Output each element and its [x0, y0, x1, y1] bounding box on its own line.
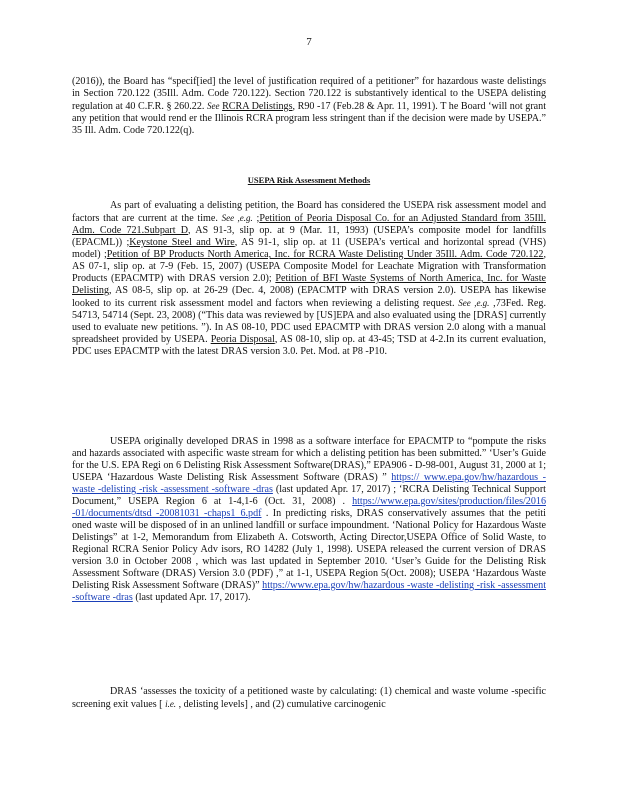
abbrev-ie: i.e.: [165, 699, 177, 709]
case-cite-bp-products: Petition of BP Products North America, Inc. for RCRA Waste Delisting Under 35Ill. Adm. Code 720.122: [106, 249, 544, 260]
case-cite-peoria-disposal: Petition of Peoria Disposal Co. for an Adjusted Standard from 35Ill. Adm. Code 721.Subpart D: [72, 213, 547, 236]
text: , AS 07-1, slip op. at 7-9 (Feb. 15, 2007) (USEPA Composite Model for Leachate Migration with Transformation Products (EPACMTP) with DRAS version 2.0);: [72, 249, 547, 284]
epa-dras-link-2[interactable]: https://www.epa.gov/hw/hazardous -waste -delisting -risk -assessment -software -dras: [72, 580, 546, 603]
text: , AS 08-10, slip op. at 43-45; TSD at 4-2.In its current evaluation, PDC uses EPACMTP with the latest DRAS version 3.0. Pet. Mod. at P8 -P10.: [72, 334, 547, 357]
text: , AS 91-3, slip op. at 9 (Mar. 11, 1993) (USEPA’s composite model for landfills (EPACML)) ;: [72, 225, 546, 248]
heading-text: USEPA Risk Assessment Methods: [247, 175, 371, 185]
signal-see: See: [206, 101, 220, 111]
epa-dras-link[interactable]: https:// www.epa.gov/hw/hazardous -waste -delisting -risk -assessment -software -dras: [72, 472, 546, 495]
signal-see-eg: See ,e.g.: [458, 298, 490, 308]
paragraph-dras-toxicity: [72, 686, 546, 711]
text: , R90 -17 (Feb.28 & Apr. 11, 1991). T he Board ‘will not grant any petition that would rend er the Illinois RCRA program less stringent than if the decision were made by USEPA.” 35 Ill. Adm. Code 720.122(q).: [72, 101, 547, 136]
text: ;: [252, 213, 260, 224]
paragraph-dras-history: [72, 436, 546, 604]
text: , AS 91-1, slip op. at 11 (USEPA’s vertical and horizontal spread (VHS) model) ;: [72, 237, 546, 260]
case-cite-peoria-disposal-short: Peoria Disposal: [210, 334, 275, 345]
case-cite-keystone: Keystone Steel and Wire: [129, 237, 235, 248]
section-heading: [0, 174, 618, 186]
text: , delisting levels] , and (2) cumulative carcinogenic: [176, 699, 386, 710]
paragraph-risk-assessment-model: [72, 200, 546, 358]
text: , AS 08-5, slip op. at 26-29 (Dec. 4, 2008) (EPACMTP with DRAS version 2.0). USEPA has likewise looked to its current risk assessment model and factors when reviewing a delisting request.: [72, 285, 546, 309]
text: ,73Fed. Reg. 54713, 54714 (Sept. 23, 2008) (“This data was reviewed by [US]EPA and also evaluated using the [DRAS] currently used to evaluate new petitions. ”). In AS 08-10, PDC used EPACMTP with DRAS version 2.0 along with a manual spreadsheet provided by USEPA.: [72, 298, 546, 345]
paragraph-board-justification: [72, 76, 546, 137]
epa-tsd-pdf-link[interactable]: https://www.epa.gov/sites/production/files/2016 -01/documents/dtsd -20081031 -chaps1_6.pdf: [72, 496, 546, 519]
text: (last updated Apr. 17, 2017).: [132, 592, 251, 603]
text: As part of evaluating a delisting petition, the Board has considered the USEPA risk assessment model and factors that are current at the time.: [72, 200, 546, 224]
signal-see-eg: See ,e.g.: [221, 213, 253, 223]
text: (last updated Apr. 17, 2017) ; ‘RCRA Delisting Technical Support Document,” USEPA Region 6 at 1-4,1-6 (Oct. 31, 2008) .: [72, 484, 546, 507]
text: USEPA originally developed DRAS in 1998 as a software interface for EPACMTP to “pompute the risks and hazards associated with aspecific waste stream for which a delisting petition has been submitted.” ‘User’s Guide for the U.S. EPA Regi on 6 Delisting Risk Assessment Software(DRAS),” EPA906 - D-98-001, August 31, 2000 at 1; USEPA ‘Hazardous Waste Delisting Risk Assessment Software (DRAS) ”: [72, 436, 546, 483]
text: DRAS ‘assesses the toxicity of a petitioned waste by calculating: (1) chemical and waste volume -specific screening exit values [: [72, 686, 546, 710]
text: (2016)), the Board has “specif[ied] the level of justification required of a petitioner” for hazardous waste delistings in Section 720.122 (35Ill. Adm. Code 720.122). Section 720.122 is substantively identical to the USEPA delisting regulation at 40 C.F.R. § 260.22.: [72, 76, 546, 112]
text: . In predicting risks, DRAS conservatively assumes that the petiti oned waste will be disposed of in an unlined landfill or surface impoundment. ‘National Policy for Hazardous Waste Delistings” at 1-2, Memorandum from Elizabeth A. Cotsworth, Acting Director,USEPA Office of Solid Waste, to Regional RCRA Senior Policy Adv isors, RO 14282 (July 1, 1998). USEPA released the current version of DRAS version 3.0 in October 2008 , which was last updated in September 2010. ‘User’s Guide for the Delisting Risk Assessment Software (DRAS) Version 3.0 (PDF) ,” at 1-1, USEPA Region 5(Oct. 2008); USEPA ‘Hazardous Waste Delisting Risk Assessment Software (DRAS)”: [72, 508, 546, 591]
page-number: 7: [306, 36, 312, 48]
case-cite-rcra-delistings: RCRA Delistings: [222, 101, 293, 112]
case-cite-bfi-waste: Petition of BFI Waste Systems of North America, Inc. for Waste Delisting: [72, 273, 547, 296]
